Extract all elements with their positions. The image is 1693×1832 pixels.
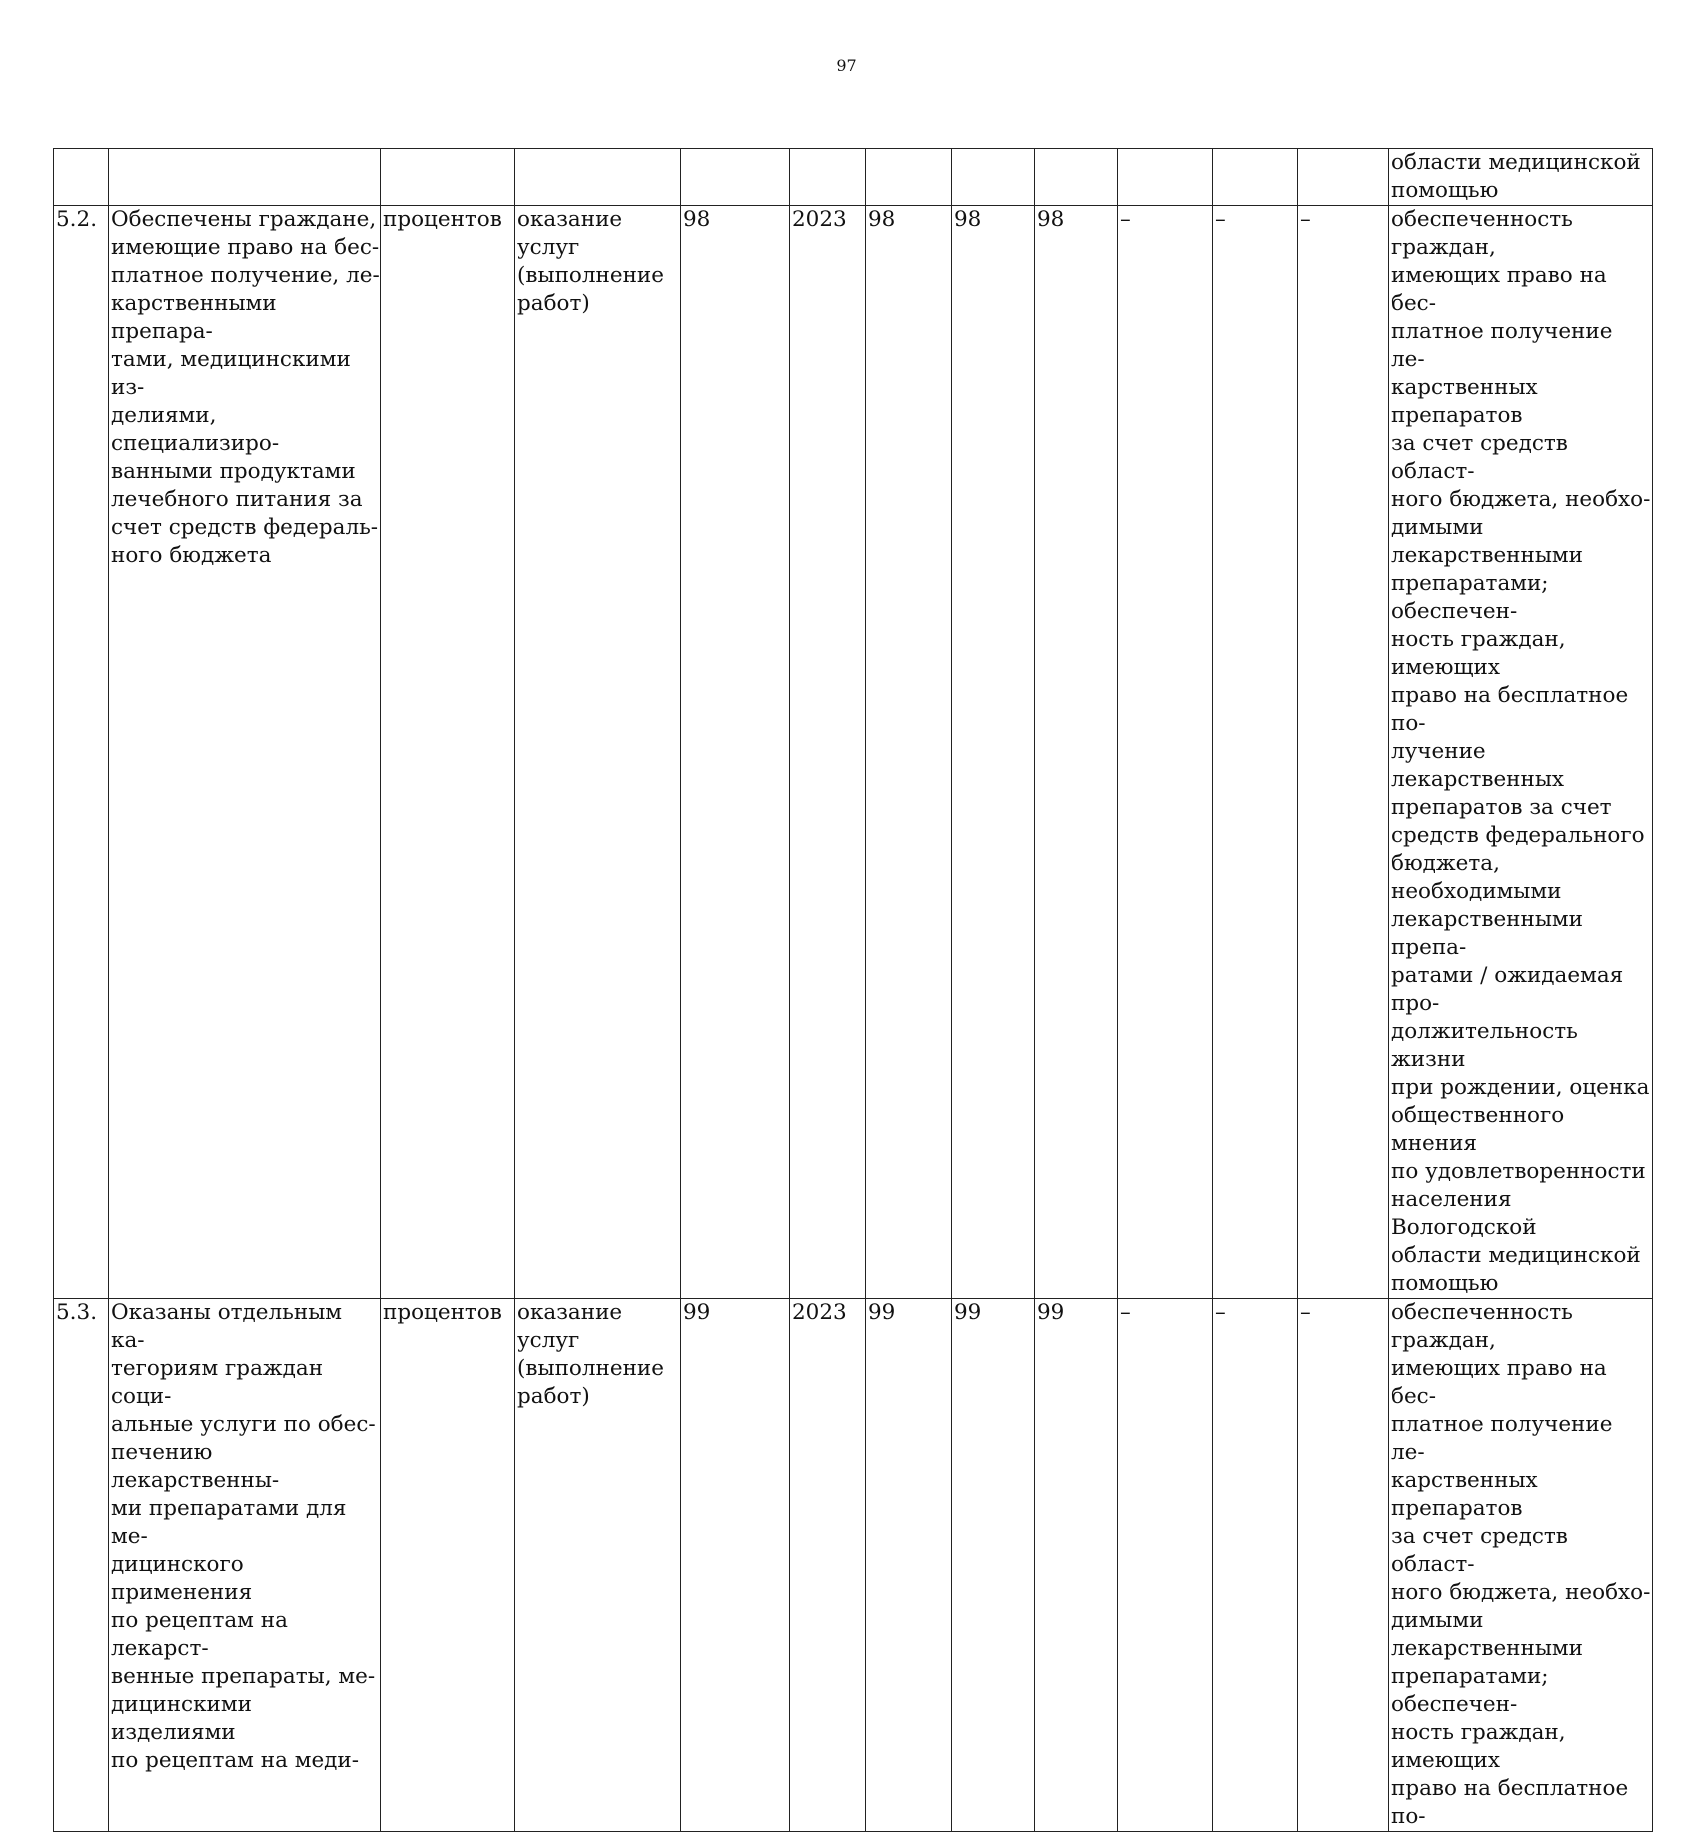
base-year-cell: 2023 <box>790 206 866 1299</box>
link-cell: обеспеченность граждан, имеющих право на бес- платное получение ле- карственных препаратов за счет средств област- ного бюджета, необхо- димыми лекарственными препаратами; обеспечен- ность граждан, имеющих право на бесплатное по- лучение лекарственных препаратов за счет средств федерального бюджета, необходимыми лекарственными препа- ратами / ожидаемая про- должительность жизни при рождении, оценка общественного мнения по удовлетворенности населения Вологодской области медицинской помощью <box>1389 206 1653 1299</box>
table-cell <box>790 149 866 206</box>
table-cell <box>381 149 515 206</box>
link-cell: обеспеченность граждан, имеющих право на бес- платное получение ле- карственных препаратов за счет средств област- ного бюджета, необхо- димыми лекарственными препаратами; обеспечен- ность граждан, имеющих право на бесплатное по- <box>1389 1299 1653 1832</box>
type-cell: оказание услуг (выполнение работ) <box>515 206 681 1299</box>
base-value-cell: 99 <box>681 1299 790 1832</box>
value-cell: 98 <box>952 206 1035 1299</box>
result-name: Оказаны отдельным ка- тегориям граждан соци- альные услуги по обес- печению лекарственны- ми препаратами для ме- дицинского применения по рецептам на лекарст- венные препараты, ме- дицинскими изделиями по рецептам на меди- <box>109 1299 381 1832</box>
type-cell: оказание услуг (выполнение работ) <box>515 1299 681 1832</box>
base-year-cell: 2023 <box>790 1299 866 1832</box>
unit-cell: процентов <box>381 206 515 1299</box>
link-cell: области медицинской помощью <box>1389 149 1653 206</box>
results-table <box>53 148 1653 1832</box>
page-number: 97 <box>836 56 857 75</box>
value-cell: 99 <box>1035 1299 1118 1832</box>
table-cell <box>1213 149 1298 206</box>
continuation-row <box>54 149 1653 206</box>
result-name: Обеспечены граждане, имеющие право на бес- платное получение, ле- карственными препара- тами, медицинскими из- делиями, специализиро- ванными продуктами лечебного питания за счет средств федераль- ного бюджета <box>109 206 381 1299</box>
value-cell: – <box>1298 1299 1389 1832</box>
value-cell: 98 <box>1035 206 1118 1299</box>
row-number: 5.2. <box>54 206 109 1299</box>
value-cell: 98 <box>866 206 952 1299</box>
value-cell: – <box>1298 206 1389 1299</box>
value-cell: – <box>1213 1299 1298 1832</box>
value-cell: 99 <box>952 1299 1035 1832</box>
value-cell: – <box>1213 206 1298 1299</box>
table-cell <box>109 149 381 206</box>
table-cell <box>681 149 790 206</box>
table-row <box>54 206 1653 1299</box>
base-value-cell: 98 <box>681 206 790 1299</box>
table-cell <box>54 149 109 206</box>
table-row <box>54 1299 1653 1832</box>
table-cell <box>1298 149 1389 206</box>
value-cell: 99 <box>866 1299 952 1832</box>
table-cell <box>866 149 952 206</box>
table-cell <box>1035 149 1118 206</box>
value-cell: – <box>1118 1299 1213 1832</box>
row-number: 5.3. <box>54 1299 109 1832</box>
table-cell <box>515 149 681 206</box>
value-cell: – <box>1118 206 1213 1299</box>
table-cell <box>952 149 1035 206</box>
table-cell <box>1118 149 1213 206</box>
unit-cell: процентов <box>381 1299 515 1832</box>
